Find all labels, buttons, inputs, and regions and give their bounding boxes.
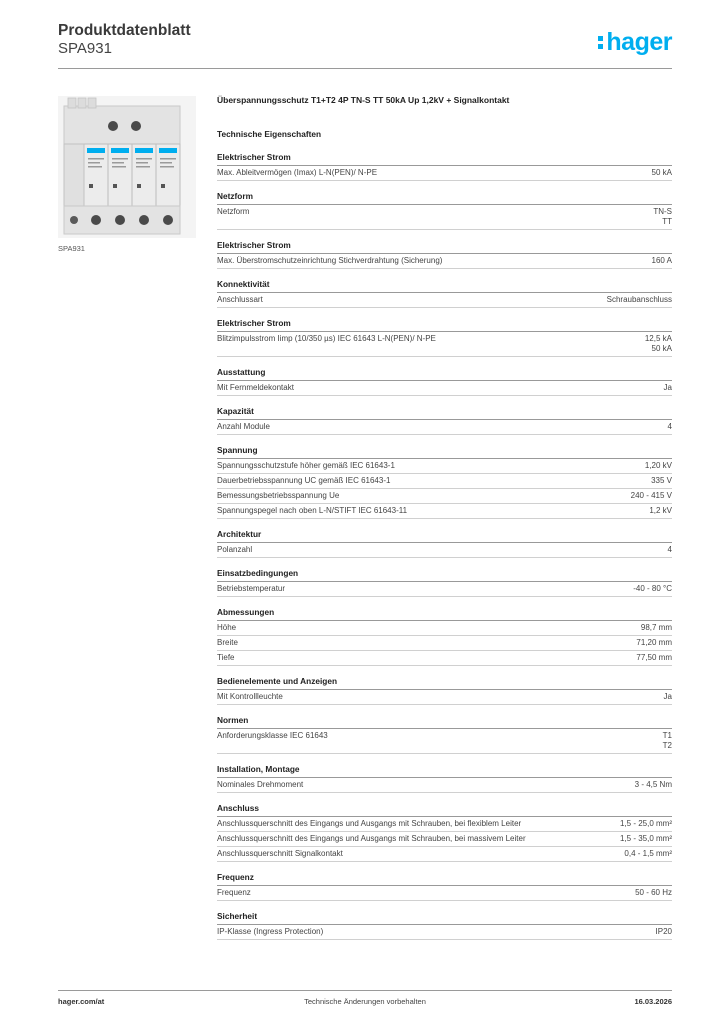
surge-protector-illustration (58, 96, 196, 238)
hager-logo[interactable] (598, 28, 672, 56)
logo-dots-icon (598, 35, 604, 51)
spec-group-title: Kapazität (217, 406, 672, 420)
spec-row (217, 166, 672, 181)
spec-group-title: Architektur (217, 529, 672, 543)
spec-label: Anschlussquerschnitt des Eingangs und Ausgangs mit Schrauben, bei flexiblem Leiter (217, 819, 522, 828)
spec-row (217, 582, 672, 597)
spec-label: IP-Klasse (Ingress Protection) (217, 927, 324, 936)
spec-label: Anschlussquerschnitt des Eingangs und Ausgangs mit Schrauben, bei massivem Leiter (217, 834, 526, 843)
document-subtitle: SPA931 (58, 40, 112, 57)
spec-group-title: Abmessungen (217, 607, 672, 621)
spec-groups (217, 152, 672, 940)
spec-label: Max. Überstromschutzeinrichtung Stichverdrahtung (Sicherung) (217, 256, 443, 265)
spec-label: Dauerbetriebsspannung UC gemäß IEC 61643-1 (217, 476, 391, 485)
spec-label: Anschlussquerschnitt Signalkontakt (217, 849, 343, 858)
section-title: Technische Eigenschaften (217, 129, 322, 139)
spec-value: IP20 (655, 927, 672, 936)
spec-value: Ja (663, 383, 672, 392)
spec-value: Schraubanschluss (606, 295, 672, 304)
spec-value: 1,5 - 25,0 mm² (619, 819, 672, 828)
spec-label: Höhe (217, 623, 237, 632)
image-caption: SPA931 (58, 244, 85, 253)
spec-label: Polanzahl (217, 545, 253, 554)
spec-group-title: Anschluss (217, 803, 672, 817)
spec-row (217, 489, 672, 504)
spec-value: 4 (667, 545, 672, 554)
spec-row (217, 886, 672, 901)
spec-label: Blitzimpulsstrom Iimp (10/350 µs) IEC 61643 L-N(PEN)/ N-PE (217, 334, 436, 343)
footer-divider (58, 990, 672, 991)
spec-value: 240 - 415 V (630, 491, 672, 500)
product-name: Überspannungsschutz T1+T2 4P TN-S TT 50kA Up 1,2kV + Signalkontakt (217, 95, 510, 105)
spec-value: 160 A (651, 256, 672, 265)
spec-group-title: Elektrischer Strom (217, 318, 672, 332)
product-image (58, 96, 196, 238)
spec-label: Anforderungsklasse IEC 61643 (217, 731, 328, 740)
spec-label: Netzform (217, 207, 250, 216)
spec-row (217, 925, 672, 940)
spec-group-title: Sicherheit (217, 911, 672, 925)
spec-value: 50 kA (651, 168, 672, 177)
spec-row (217, 381, 672, 396)
spec-label: Spannungspegel nach oben L-N/STIFT IEC 61643-11 (217, 506, 408, 515)
spec-row (217, 293, 672, 308)
spec-value: 1,20 kV (644, 461, 672, 470)
spec-group-title: Frequenz (217, 872, 672, 886)
footer-disclaimer: Technische Änderungen vorbehalten (304, 997, 426, 1006)
spec-value: 3 - 4,5 Nm (634, 780, 672, 789)
spec-value: 50 - 60 Hz (635, 888, 672, 897)
spec-value: 4 (667, 422, 672, 431)
spec-value: 98,7 mm (640, 623, 672, 632)
spec-label: Nominales Drehmoment (217, 780, 304, 789)
spec-row (217, 254, 672, 269)
header-divider (58, 68, 672, 69)
spec-value: 0,4 - 1,5 mm² (624, 849, 672, 858)
spec-group-title: Konnektivität (217, 279, 672, 293)
spec-value: 71,20 mm (636, 638, 672, 647)
spec-label: Tiefe (217, 653, 235, 662)
spec-row (217, 636, 672, 651)
spec-value: -40 - 80 °C (633, 584, 672, 593)
spec-label: Anzahl Module (217, 422, 270, 431)
spec-row (217, 332, 672, 357)
spec-group-title: Elektrischer Strom (217, 240, 672, 254)
spec-value: 77,50 mm (636, 653, 672, 662)
spec-value: 1,5 - 35,0 mm² (619, 834, 672, 843)
spec-group-title: Bedienelemente und Anzeigen (217, 676, 672, 690)
spec-row (217, 543, 672, 558)
spec-value: T1 T2 (662, 731, 672, 750)
spec-row (217, 459, 672, 474)
spec-row (217, 832, 672, 847)
spec-row (217, 817, 672, 832)
product-specifications (217, 95, 672, 940)
spec-row (217, 420, 672, 435)
spec-group-title: Normen (217, 715, 672, 729)
spec-row (217, 205, 672, 230)
spec-label: Breite (217, 638, 238, 647)
spec-label: Frequenz (217, 888, 251, 897)
spec-row (217, 474, 672, 489)
spec-label: Mit Fernmeldekontakt (217, 383, 294, 392)
spec-row (217, 621, 672, 636)
spec-value: TN-S TT (653, 207, 672, 226)
footer-website-link[interactable]: hager.com/at (58, 997, 105, 1006)
spec-group-title: Ausstattung (217, 367, 672, 381)
logo-text: hager (606, 28, 672, 56)
spec-group-title: Installation, Montage (217, 764, 672, 778)
spec-label: Mit Kontrollleuchte (217, 692, 283, 701)
document-header (58, 22, 191, 58)
spec-row (217, 504, 672, 519)
spec-row (217, 778, 672, 793)
spec-value: 12,5 kA 50 kA (644, 334, 672, 353)
spec-label: Betriebstemperatur (217, 584, 286, 593)
spec-value: 335 V (651, 476, 672, 485)
spec-label: Anschlussart (217, 295, 263, 304)
spec-group-title: Elektrischer Strom (217, 152, 672, 166)
spec-row (217, 651, 672, 666)
spec-row (217, 729, 672, 754)
spec-row (217, 690, 672, 705)
spec-value: 1,2 kV (649, 506, 672, 515)
document-title: Produktdatenblatt (58, 22, 191, 39)
spec-group-title: Netzform (217, 191, 672, 205)
spec-row (217, 847, 672, 862)
spec-value: Ja (663, 692, 672, 701)
spec-group-title: Einsatzbedingungen (217, 568, 672, 582)
spec-label: Bemessungsbetriebsspannung Ue (217, 491, 340, 500)
spec-label: Spannungsschutzstufe höher gemäß IEC 61643-1 (217, 461, 395, 470)
spec-label: Max. Ableitvermögen (Imax) L-N(PEN)/ N-PE (217, 168, 378, 177)
spec-group-title: Spannung (217, 445, 672, 459)
footer-date: 16.03.2026 (634, 997, 672, 1006)
